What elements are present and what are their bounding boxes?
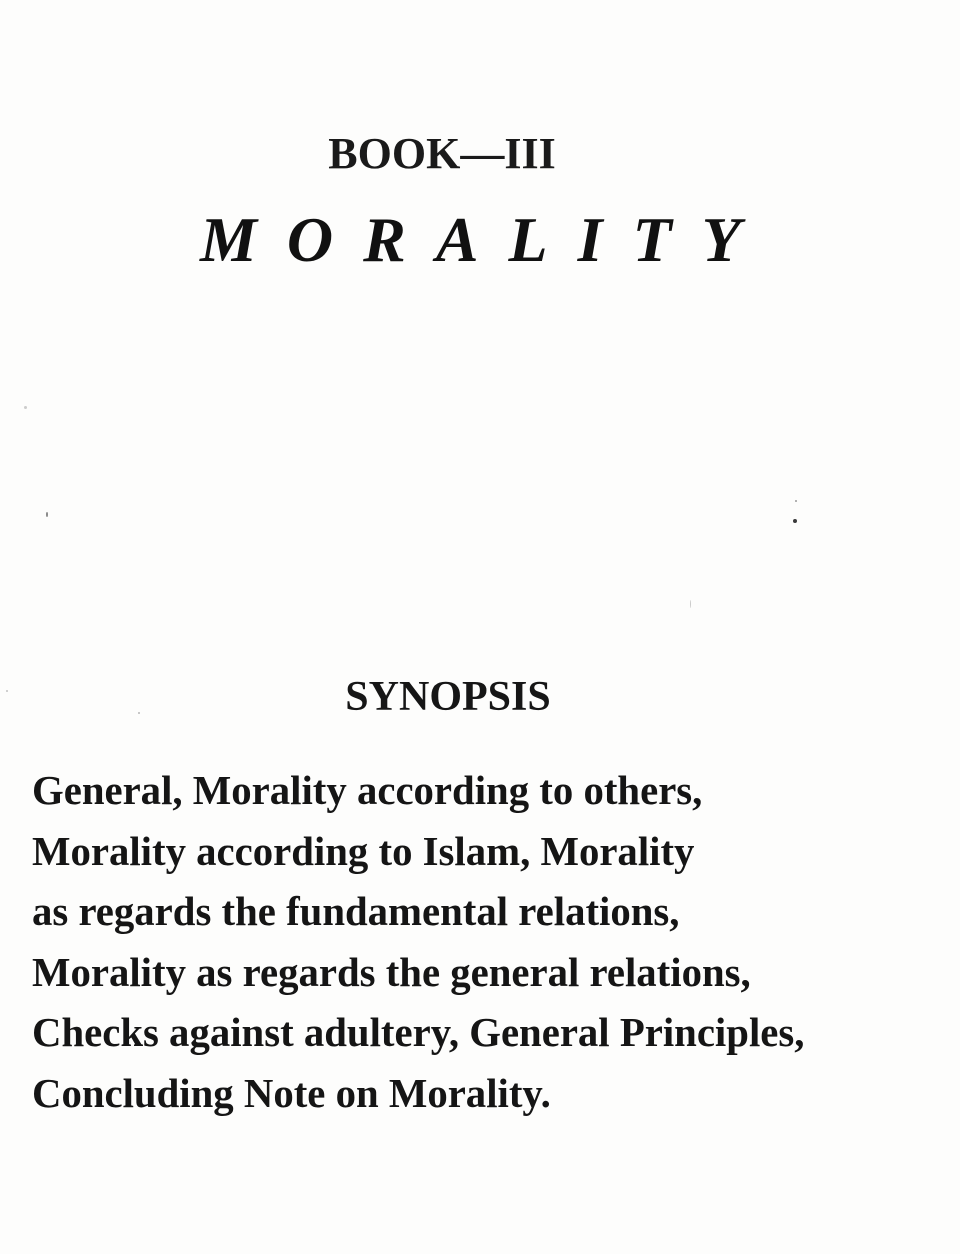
synopsis-line: as regards the fundamental relations, [32, 888, 680, 934]
synopsis-line: Concluding Note on Morality. [32, 1069, 551, 1116]
synopsis-line: General, Morality according to others, [32, 767, 703, 813]
synopsis-line: Morality as regards the general relations, [32, 948, 751, 995]
synopsis-text [32, 760, 942, 1123]
book-number-heading: BOOK—III [328, 129, 556, 178]
scan-speck [793, 519, 797, 523]
book-title: MORALITY [200, 204, 771, 275]
synopsis-line: Morality according to Islam, Morality [32, 827, 695, 874]
synopsis-line: Checks against adultery, General Principles, [32, 1009, 805, 1055]
scan-speck [24, 406, 27, 409]
scan-speck [6, 690, 8, 692]
scan-speck [690, 600, 691, 608]
synopsis-heading: SYNOPSIS [345, 674, 551, 720]
scan-speck [138, 712, 140, 714]
scan-speck [46, 512, 48, 517]
scan-speck [795, 500, 797, 502]
